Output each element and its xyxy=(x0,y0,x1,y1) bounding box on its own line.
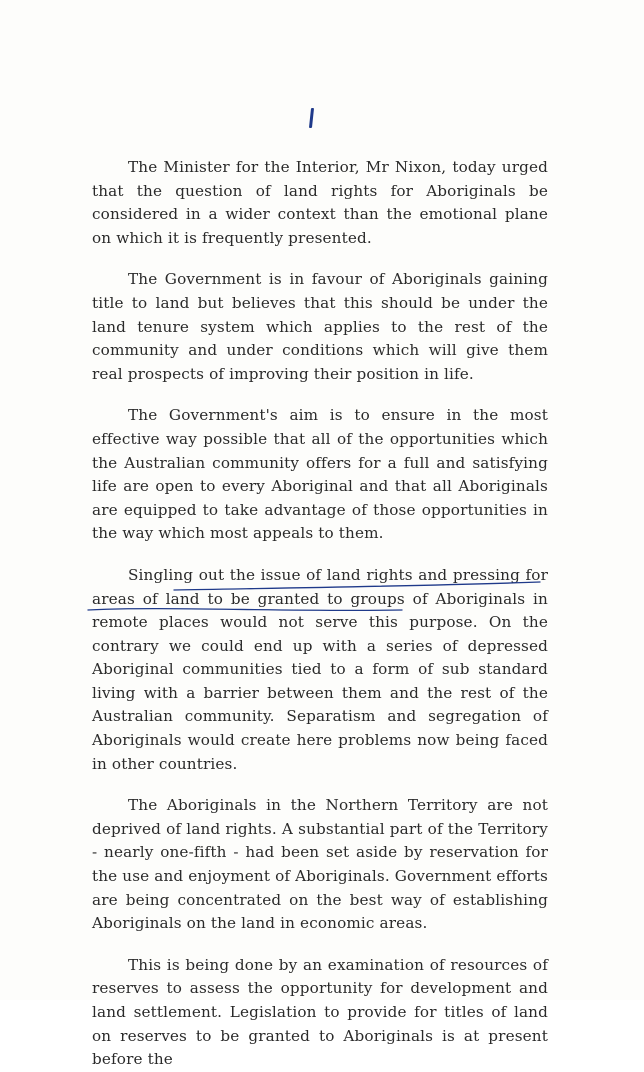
paragraph-3: The Government's aim is to ensure in the most effective way possible that all of the opportunities which the Australian community offers for a full and satisfying life are open to every Aboriginal and that all Aboriginals are equipped to take advantage of those opportunities in the way which most appeals to them. xyxy=(92,406,548,543)
paragraph-6: This is being done by an examination of resources of reserves to assess the opportunity for development and land settlement. Legislation to provide for titles of land on reserves to be granted to Aboriginals is at present before the xyxy=(92,955,548,1069)
paragraph-2: The Government is in favour of Aboriginals gaining title to land but believes that this should be under the land tenure system which applies to the rest of the community and under conditions which will give them real prospects of improving their position in life. xyxy=(92,270,548,383)
paragraph-1: The Minister for the Interior, Mr Nixon, today urged that the question of land rights for Aboriginals be considered in a wider context than the emotional plane on which it is frequently presented. xyxy=(92,158,548,247)
page-number-mark xyxy=(309,108,314,128)
paragraph-5: The Aboriginals in the Northern Territory are not deprived of land rights. A substantial part of the Territory - nearly one-fifth - had been set aside by reservation for the use and enjoyment of Aboriginals. Government efforts are being concentrated on the best way of establishing Aboriginals on the land in economic areas. xyxy=(92,796,548,933)
paragraph-4: Singling out the issue of land rights and pressing for areas of land to be granted to groups of Aboriginals in remote places would not serve this purpose. On the contrary we could end up with a series of depressed Aboriginal communities tied to a form of sub standard living with a barrier between them and the rest of the Australian community. Separatism and segregation of Aboriginals would create here problems now being faced in other countries. xyxy=(92,565,548,773)
press-release-body xyxy=(92,156,548,1072)
